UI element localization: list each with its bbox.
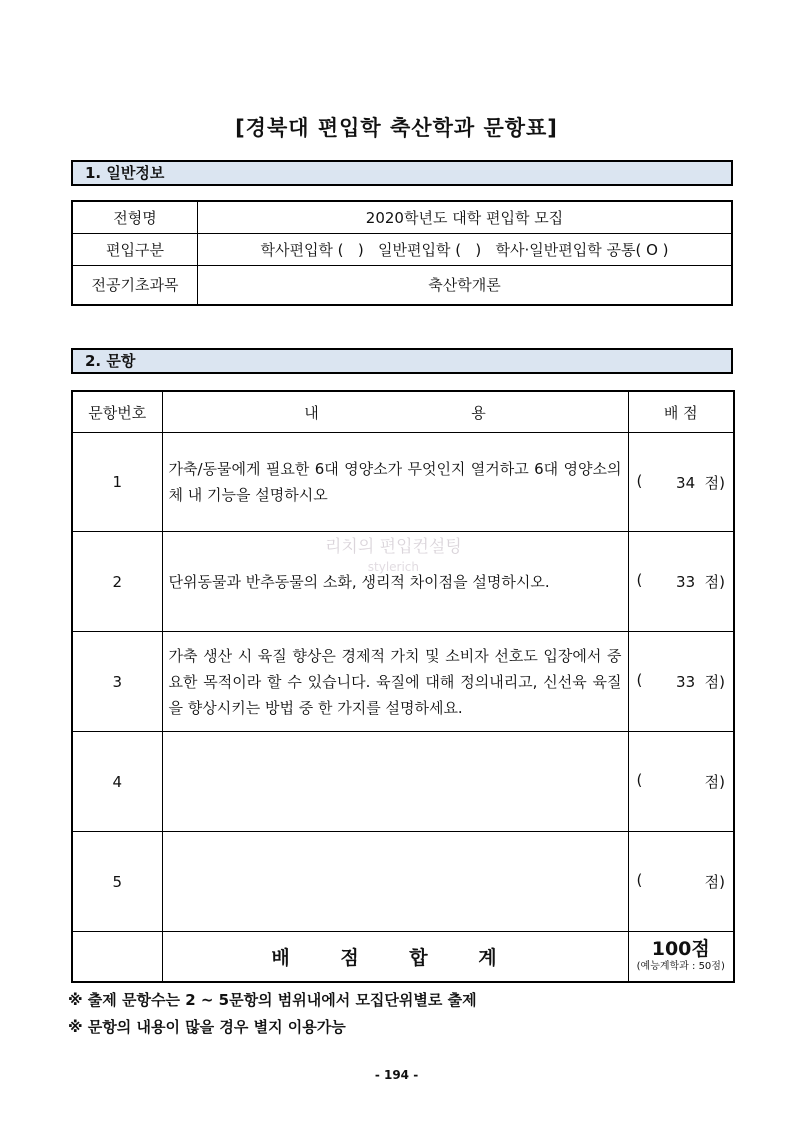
score-open-paren: ( [636, 671, 643, 689]
score-points: 점) [704, 773, 725, 791]
info-value: 학사편입학 ( ) 일반편입학 ( ) 학사·일반편입학 공통( O ) [198, 233, 733, 265]
info-row [72, 233, 732, 265]
score-points: 33 점) [676, 573, 725, 591]
section-general-info-heading: 1. 일반정보 [71, 160, 733, 186]
total-row [72, 932, 734, 982]
info-value: 축산학개론 [198, 265, 733, 305]
question-score [628, 532, 734, 632]
info-label: 전공기초과목 [72, 265, 198, 305]
question-text [162, 832, 628, 932]
score-open-paren: ( [636, 871, 643, 889]
score-points: 점) [704, 873, 725, 891]
question-number: 5 [72, 832, 162, 932]
score-open-paren: ( [636, 471, 643, 490]
info-value: 2020학년도 대학 편입학 모집 [198, 201, 733, 233]
question-text: 가축/동물에게 필요한 6대 영양소가 무엇인지 열거하고 6대 영양소의 체 내 기능을 설명하시오 [162, 433, 628, 532]
header-content: 내 용 [162, 391, 628, 433]
info-row [72, 265, 732, 305]
info-label: 편입구분 [72, 233, 198, 265]
question-text [162, 732, 628, 832]
watermark [325, 537, 462, 577]
section-questions-heading: 2. 문항 [71, 348, 733, 374]
header-score: 배 점 [628, 391, 734, 433]
question-text: 단위동물과 반추동물의 소화, 생리적 차이점을 설명하시오. [162, 532, 628, 632]
document-title: [경북대 편입학 축산학과 문항표] [235, 116, 558, 140]
score-points: 33 점) [676, 673, 725, 691]
score-points: 34 점) [676, 473, 725, 492]
score-open-paren: ( [636, 571, 643, 589]
watermark-line2: stylerich [367, 560, 420, 574]
watermark-line1: 리치의 편입컨설팅 [325, 537, 462, 557]
note-separate-sheet: ※ 문항의 내용이 많을 경우 별지 이용가능 [68, 1018, 346, 1036]
questions-table [71, 390, 735, 983]
question-row [72, 732, 734, 832]
total-empty-cell [72, 932, 162, 982]
info-row [72, 201, 732, 233]
header-question-number: 문항번호 [72, 391, 162, 433]
questions-header-row [72, 391, 734, 433]
score-open-paren: ( [636, 771, 643, 789]
total-score-note: (예능계학과 : 50점) [636, 961, 725, 973]
info-label: 전형명 [72, 201, 198, 233]
question-text: 가축 생산 시 육질 향상은 경제적 가치 및 소비자 선호도 입장에서 중요한 목적이라 할 수 있습니다. 육질에 대해 정의내리고, 신선육 육질을 향상시키는 방법 중 한 가지를 설명하세요. [162, 632, 628, 732]
question-row [72, 832, 734, 932]
total-label: 배 점 합 계 [162, 932, 628, 982]
question-score [628, 832, 734, 932]
total-score: 100점 [651, 938, 710, 961]
note-question-count: ※ 출제 문항수는 2 ~ 5문항의 범위내에서 모집단위별로 출제 [68, 991, 477, 1009]
question-number: 4 [72, 732, 162, 832]
page-number: - 194 - [374, 1068, 419, 1082]
question-number: 2 [72, 532, 162, 632]
question-number: 3 [72, 632, 162, 732]
general-info-table [71, 200, 733, 306]
question-number: 1 [72, 433, 162, 532]
question-row [72, 632, 734, 732]
total-score-cell [628, 932, 734, 982]
question-row [72, 433, 734, 532]
question-score [628, 632, 734, 732]
question-score [628, 433, 734, 532]
question-score [628, 732, 734, 832]
